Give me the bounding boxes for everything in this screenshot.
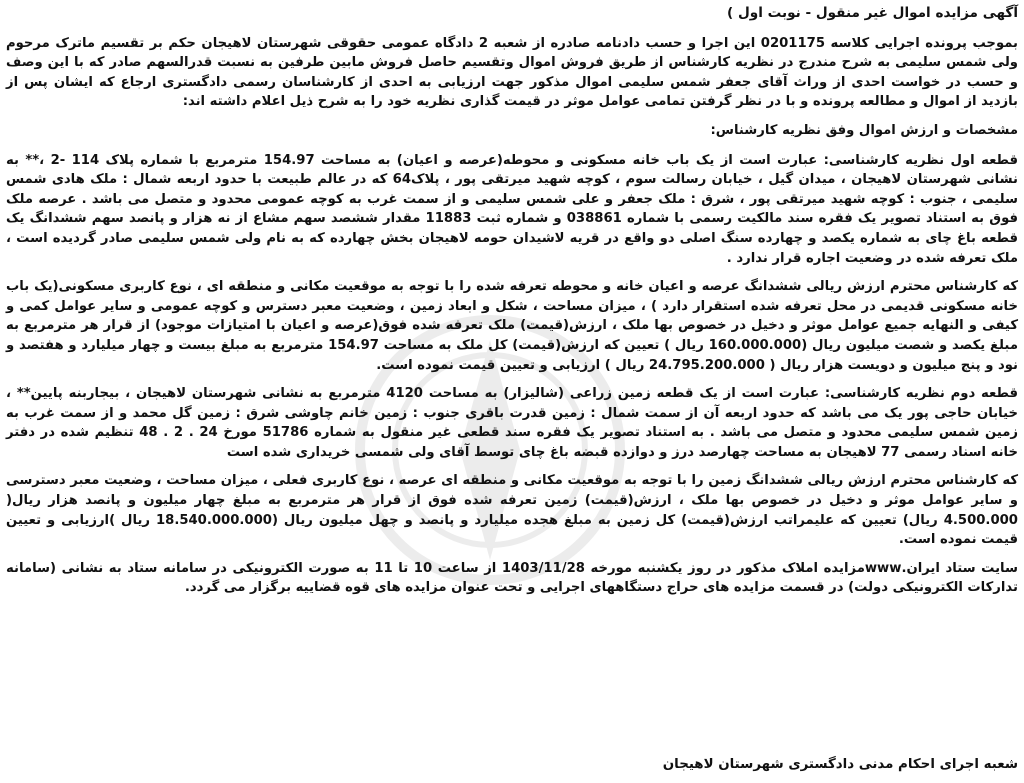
parcel-one-valuation: که کارشناس محترم ارزش ریالی ششدانگ عرصه و اعیان خانه و محوطه تعرفه شده را با توجه به موقعیت مکانی و منطقه ای ، نوع کاربری مسکونی(یک باب خانه مسکونی قدیمی در محل تعرفه شده استقرار دارد ) ، میزان مساحت ، شکل و ابعاد زمین ، وضعیت معبر دسترس و کوچه عمومی و سایر عوامل کمی و کیفی و النهایه جمیع عوامل موثر و دخیل در خصوص بها ملک ، ارزش(قیمت) ملک تعرفه شده فوق(عرصه و اعیان با امتیازات موجود) از قرار هر مترمربع به مبلغ یکصد و شصت میلیون ریال (160.000.000 ریال ) تعیین که ارزش(قیمت) کل ملک به مساحت 154.97 مترمربع به مبلغ بیست و چهار میلیارد و هفتصد و نود و پنج میلیون و دویست هزار ریال ( 24.795.200.000 ریال ) ارزیابی و تعیین قیمت نموده است. bbox=[6, 279, 1018, 373]
parcel-two-paragraph: قطعه دوم نظریه کارشناسی: عبارت است از یک قطعه زمین زراعی (شالیزار) به مساحت 4120 مترمربع به نشانی شهرستان لاهیجان ، بیجاربنه پایین** ، خیابان حاجی پور یک می باشد که حدود اربعه آن از سمت شمال : زمین قدرت باقری جنوب : زمین خانم چاوشی شرق : زمین گل محمد و از سمت غرب به زمین شمس سلیمی محدود و متصل می باشد . به استناد تصویر یک فقره سند قطعی غیر منقول به شماره 51786 مورخ 24 . 2 . 48 تنظیم شده در دفتر خانه اسناد رسمی 77 لاهیجان به مساحت چهارصد درز و دوازده قبضه باغ چای توسط آقای ولی شمسی خریداری شده است bbox=[6, 386, 1019, 460]
signature-line: شعبه اجرای احکام مدنی دادگستری شهرستان لاهیجان bbox=[662, 757, 1018, 773]
intro-paragraph: بموجب پرونده اجرایی کلاسه 0201175 این اجرا و حسب دادنامه صادره از شعبه 2 دادگاه عمومی حقوقی شهرستان لاهیجان حکم بر تقسیم ماترک مرحوم ولی شمس سلیمی به شرح مندرج در نظریه کارشناس از طریق فروش اموال وتقسیم حاصل فروش مابین طرفین به نسبت قدرالسهم صادر که با این وصف و حسب در خواست احدی از وراث آقای جعفر شمس سلیمی اموال مذکور جهت ارزیابی به احدی از کارشناسان رسمی دادگستری ارجاع که ایشان پس از بازدید از اموال و مطالعه پرونده و با در نظر گرفتن تمامی عوامل موثر در قیمت گذاری نظریه خود را به شرح ذیل اعلام داشته اند: bbox=[6, 35, 1018, 110]
parcel-one-paragraph: قطعه اول نظریه کارشناسی: عبارت است از یک باب خانه مسکونی و محوطه(عرصه و اعیان) به مساحت 154.97 مترمربع با شماره پلاک 114 -2 ،** به نشانی شهرستان لاهیجان ، میدان گیل ، خیابان رسالت سوم ، کوچه شهید میرتقی پور ، پلاک64 که در عالم طبیعت با حدود اربعه شمال : ملک هادی شمس سلیمی ، جنوب : کوچه شهید میرتقی پور ، شرق : ملک جعفر و علی شمس سلیمی و از سمت غرب به کوچه عمومی محدود و متصل می باشد . عرصه ملک فوق به استناد تصویر یک فقره سند مالکیت رسمی با شماره 038861 و شماره ثبت 11883 مقدار ششصد سهم مشاع از نه هزار و پانصد سهم ششدانگ یک قطعه باغ چای به شماره یکصد و چهارده سنگ اصلی دو واقع در قریه لاشیدان حومه لاهیجان بخش چهارده که به نام ولی شمس سلیمی صادر گردیده است ، ملک تعرفه شده در وضعیت اجاره قرار ندارد . bbox=[6, 152, 1018, 266]
auction-paragraph: سایت ستاد ایران.wwwمزایده املاک مذکور در روز یکشنبه مورخه 1403/11/28 از ساعت 10 تا 11 به صورت الکترونیکی در سامانه ستاد به نشانی (سامانه تدارکات الکترونیکی دولت) در قسمت مزایده های حراج دستگاههای اجرایی و تحت عنوان مزایده های قوه قضاییه برگزار می گردد. bbox=[6, 560, 1018, 596]
notice-document bbox=[6, 0, 1018, 783]
specs-heading: مشخصات و ارزش اموال وفق نظریه کارشناس: bbox=[710, 122, 1018, 138]
parcel-two-valuation: که کارشناس محترم ارزش ریالی ششدانگ زمین را با توجه به موقعیت مکانی و منطقه ای عرصه ، نوع کاربری فعلی ، میزان مساحت ، وضعیت معبر دسترسی و سایر عوامل موثر و دخیل در خصوص بها ملک ، ارزش(قیمت) زمین تعرفه شده فوق از قرار هر مترمربع به مبلغ چهار میلیون و پانصد هزار ریال( 4.500.000 ریال) تعیین که علیمراتب ارزش(قیمت) کل زمین به مبلغ هجده میلیارد و پانصد و چهل میلیون ریال (18.540.000.000 ریال )ارزیابی و تعیین قیمت نموده است. bbox=[6, 473, 1018, 548]
notice-title: آگهی مزایده اموال غیر منقول - نوبت اول ) bbox=[727, 5, 1018, 21]
